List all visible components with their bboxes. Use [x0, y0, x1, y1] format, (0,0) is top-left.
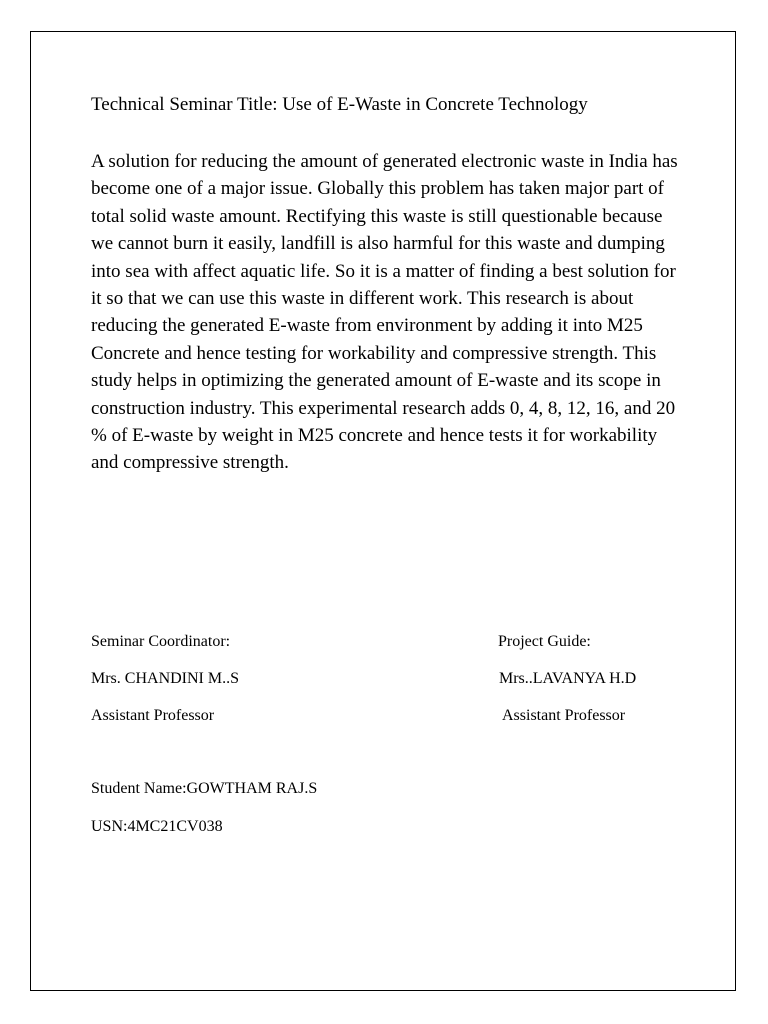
- guide-designation: Assistant Professor: [502, 707, 626, 724]
- coordinator-name: Mrs. CHANDINI M..S: [91, 670, 240, 687]
- coordinator-label: Seminar Coordinator:: [91, 633, 231, 650]
- student-name: Student Name:GOWTHAM RAJ.S: [91, 780, 318, 797]
- guide-name: Mrs..LAVANYA H.D: [499, 670, 637, 687]
- seminar-title: Technical Seminar Title: Use of E-Waste in Concrete Technology: [91, 94, 588, 115]
- abstract-paragraph: A solution for reducing the amount of generated electronic waste in India has become one of a major issue. Globally this problem has taken major part of total solid waste amount. Rectifying this waste is still questionable because we cannot burn it easily, landfill is also harmful for this waste and dumping into sea with affect aquatic life. So it is a matter of finding a best solution for it so that we can use this waste in different work. This research is about reducing the generated E-waste from environment by adding it into M25 Concrete and hence testing for workability and compressive strength. This study helps in optimizing the generated amount of E-waste and its scope in construction industry. This experimental research adds 0, 4, 8, 12, 16, and 20 % of E-waste by weight in M25 concrete and hence tests it for workability and compressive strength.: [91, 151, 678, 474]
- guide-label: Project Guide:: [498, 633, 591, 650]
- coordinator-designation: Assistant Professor: [91, 707, 215, 724]
- student-usn: USN:4MC21CV038: [91, 818, 223, 835]
